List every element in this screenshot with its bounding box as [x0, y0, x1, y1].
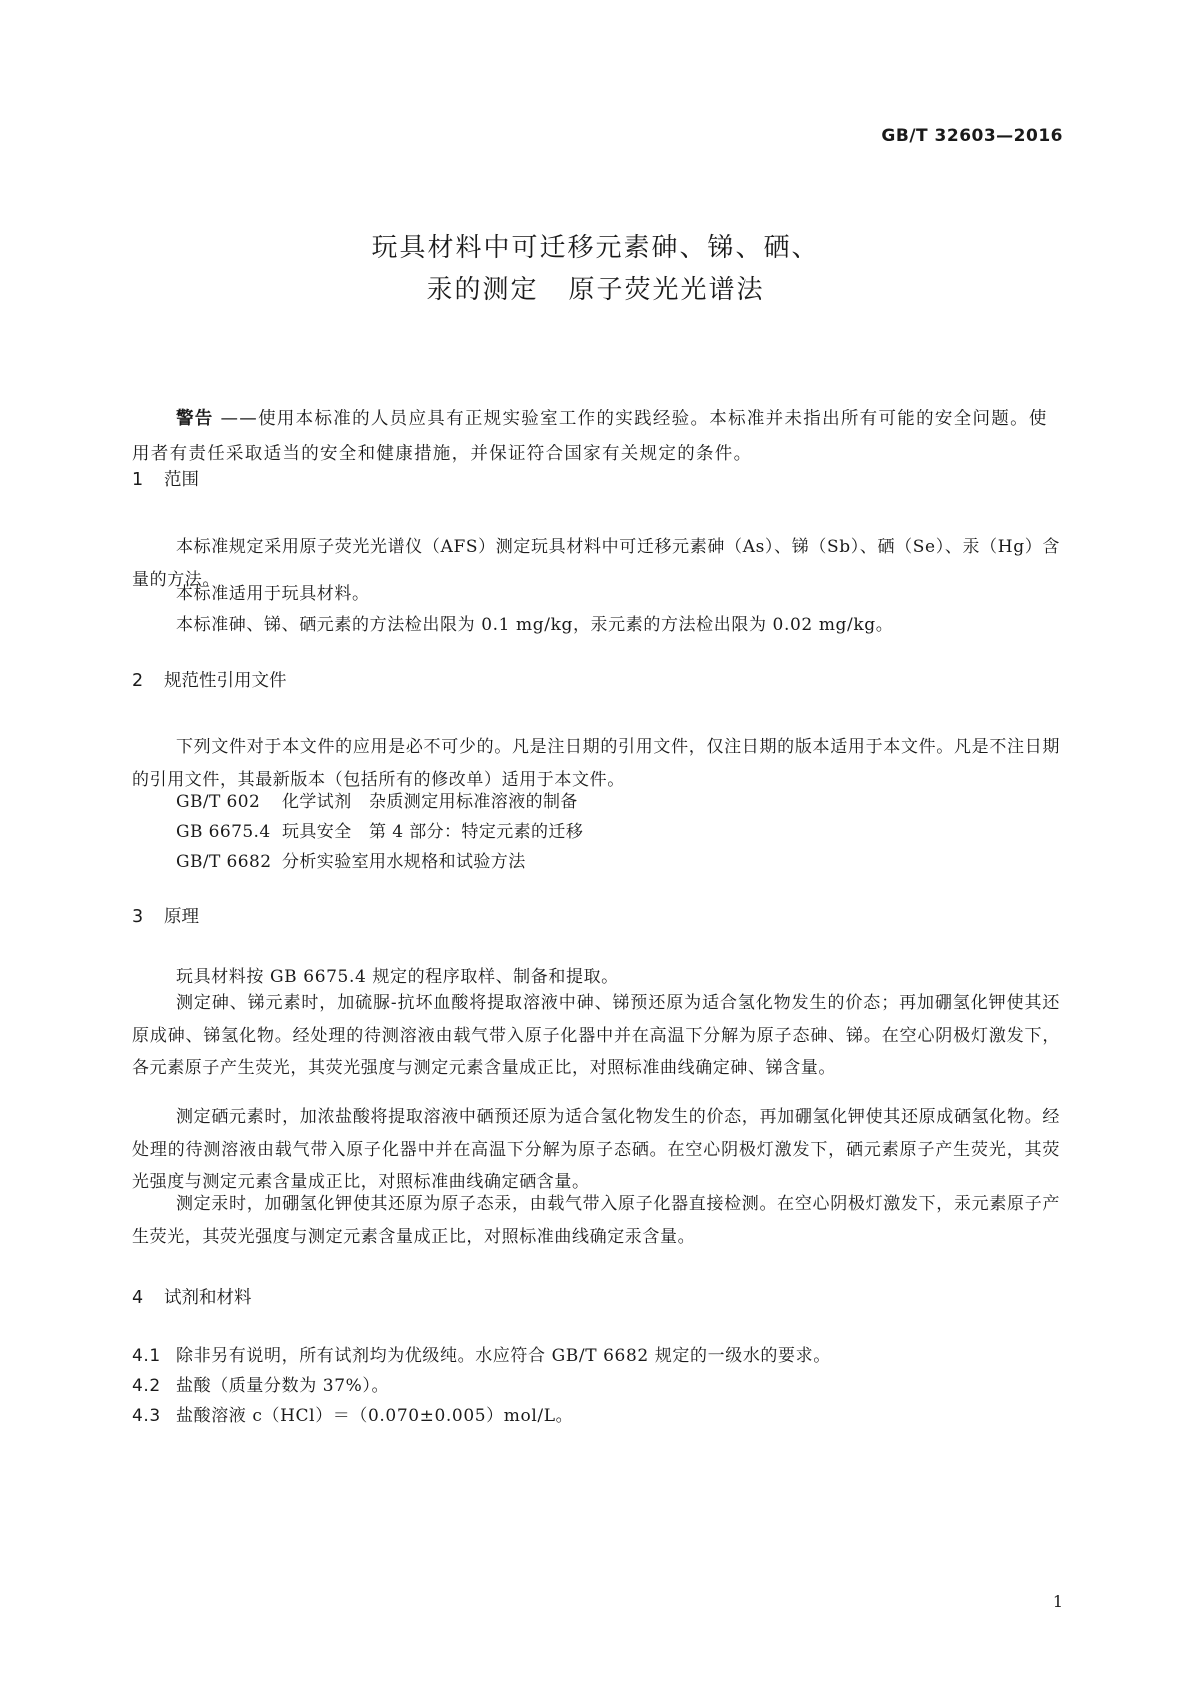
- section-3-paragraph-4: 测定汞时，加硼氢化钾使其还原为原子态汞，由载气带入原子化器直接检测。在空心阴极灯激发下，汞元素原子产生荧光，其荧光强度与测定元素含量成正比，对照标准曲线确定汞含量。: [132, 1194, 1060, 1247]
- clause-number: 4.1: [132, 1346, 161, 1366]
- title-line-2a: 汞的测定: [426, 275, 539, 305]
- reference-title: 分析实验室用水规格和试验方法: [282, 852, 526, 872]
- title-line-1: 玩具材料中可迁移元素砷、锑、硒、: [371, 233, 820, 263]
- section-2-paragraph-1: 下列文件对于本文件的应用是必不可少的。凡是注日期的引用文件，仅注日期的版本适用于本文件。凡是不注日期的引用文件，其最新版本（包括所有的修改单）适用于本文件。: [132, 737, 1060, 790]
- warning-text: ——使用本标准的人员应具有正规实验室工作的实践经验。本标准并未指出所有可能的安全问题。使用者有责任采取适当的安全和健康措施，并保证符合国家有关规定的条件。: [132, 409, 1048, 464]
- reference-code: GB 6675.4: [176, 822, 271, 842]
- normative-reference: [176, 787, 578, 812]
- clause-text: 盐酸（质量分数为 37%）。: [176, 1376, 390, 1396]
- clause-number: 4.3: [132, 1406, 161, 1426]
- section-2-heading: [132, 667, 287, 692]
- section-title: 试剂和材料: [164, 1288, 252, 1308]
- document-title: [0, 228, 1191, 310]
- section-3-paragraph-2: 测定砷、锑元素时，加硫脲-抗坏血酸将提取溶液中砷、锑预还原为适合氢化物发生的价态；再加硼氢化钾使其还原成砷、锑氢化物。经处理的待测溶液由载气带入原子化器中并在高温下分解为原子态砷、锑。在空心阴极灯激发下，各元素原子产生荧光，其荧光强度与测定元素含量成正比，对照标准曲线确定砷、锑含量。: [132, 993, 1060, 1078]
- section-title: 规范性引用文件: [164, 671, 287, 691]
- section-1-paragraph-3: 本标准砷、锑、硒元素的方法检出限为 0.1 mg/kg，汞元素的方法检出限为 0.02 mg/kg。: [176, 615, 894, 635]
- warning-label: 警告: [176, 409, 214, 429]
- clause-text: 盐酸溶液 c（HCl）＝（0.070±0.005）mol/L。: [176, 1406, 574, 1426]
- reference-title: 化学试剂 杂质测定用标准溶液的制备: [282, 792, 578, 812]
- section-3-paragraph-3: 测定硒元素时，加浓盐酸将提取溶液中硒预还原为适合氢化物发生的价态，再加硼氢化钾使其还原成硒氢化物。经处理的待测溶液由载气带入原子化器中并在高温下分解为原子态硒。在空心阴极灯激发下，硒元素原子产生荧光，其荧光强度与测定元素含量成正比，对照标准曲线确定硒含量。: [132, 1107, 1060, 1192]
- section-title: 原理: [164, 907, 199, 927]
- section-number: 2: [132, 671, 144, 691]
- section-number: 3: [132, 907, 144, 927]
- clause-text: 除非另有说明，所有试剂均为优级纯。水应符合 GB/T 6682 规定的一级水的要求。: [176, 1346, 831, 1366]
- reference-code: GB/T 6682: [176, 852, 272, 872]
- section-number: 4: [132, 1288, 144, 1308]
- warning-paragraph: [132, 402, 1060, 472]
- normative-reference: [176, 817, 583, 842]
- clause-item: [132, 1401, 573, 1426]
- section-1-paragraph-1: 本标准规定采用原子荧光光谱仪（AFS）测定玩具材料中可迁移元素砷（As）、锑（Sb）、硒（Se）、汞（Hg）含量的方法。: [132, 537, 1060, 590]
- clause-item: [132, 1371, 389, 1396]
- page-number: 1: [1052, 1592, 1063, 1611]
- section-title: 范围: [164, 470, 199, 490]
- section-1-heading: [132, 466, 199, 491]
- clause-item: [132, 1341, 831, 1366]
- title-line-2b: 原子荧光光谱法: [568, 275, 765, 305]
- reference-title: 玩具安全 第 4 部分：特定元素的迁移: [282, 822, 584, 842]
- normative-reference: [176, 847, 526, 872]
- section-4-heading: [132, 1284, 252, 1309]
- section-1-paragraph-2: 本标准适用于玩具材料。: [176, 584, 370, 604]
- reference-code: GB/T 602: [176, 792, 261, 812]
- title-line-2: [0, 270, 1191, 310]
- standard-code: GB/T 32603—2016: [881, 126, 1063, 146]
- section-number: 1: [132, 470, 144, 490]
- section-3-heading: [132, 903, 199, 928]
- section-3-paragraph-1: 玩具材料按 GB 6675.4 规定的程序取样、制备和提取。: [176, 967, 619, 987]
- clause-number: 4.2: [132, 1376, 161, 1396]
